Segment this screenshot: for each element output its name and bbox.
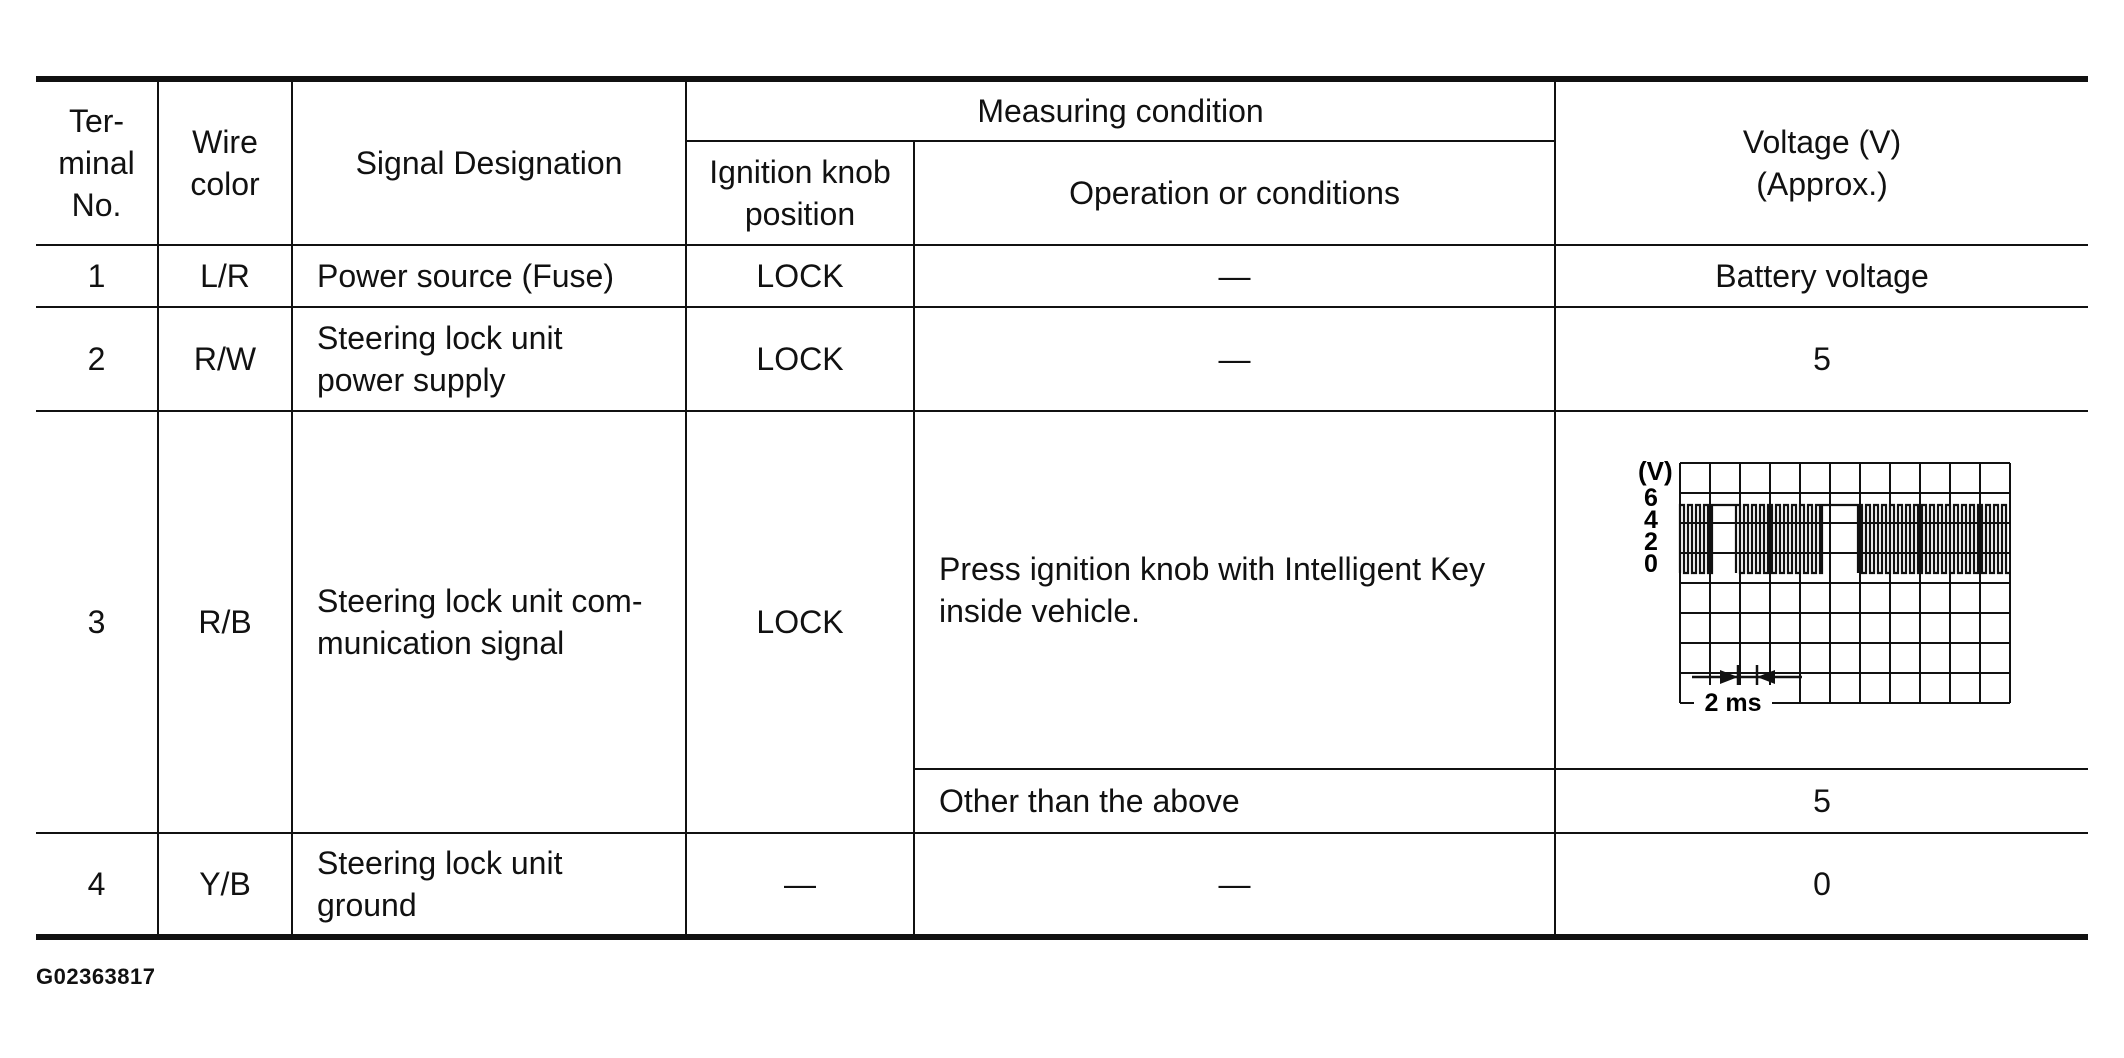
voltage-cell: 0 bbox=[1555, 833, 2088, 937]
voltage-cell: Battery voltage bbox=[1555, 245, 2088, 307]
waveform-y-tick: 0 bbox=[1644, 550, 1658, 578]
table-row bbox=[36, 307, 2088, 411]
signal-cell: Steering lock unit com- munication signal bbox=[292, 411, 686, 833]
ignition-cell: LOCK bbox=[686, 411, 914, 833]
ignition-cell: — bbox=[686, 833, 914, 937]
waveform-grid bbox=[1680, 463, 2010, 703]
terminal-cell: 1 bbox=[36, 245, 158, 307]
table-row bbox=[36, 245, 2088, 307]
terminal-cell: 4 bbox=[36, 833, 158, 937]
header-terminal-no: Ter- minal No. bbox=[36, 79, 158, 245]
waveform-time-label: 2 ms bbox=[1704, 689, 1762, 717]
operation-cell: — bbox=[914, 245, 1555, 307]
header-operation-or-conditions: Operation or conditions bbox=[914, 141, 1555, 245]
voltage-cell: 5 bbox=[1555, 769, 2088, 833]
operation-cell: — bbox=[914, 833, 1555, 937]
signal-cell: Steering lock unit power supply bbox=[292, 307, 686, 411]
header-ignition-knob-position: Ignition knob position bbox=[686, 141, 914, 245]
waveform-signal bbox=[1680, 505, 2010, 573]
operation-cell: Other than the above bbox=[914, 769, 1555, 833]
header-wire-color: Wire color bbox=[158, 79, 292, 245]
voltage-waveform-cell bbox=[1555, 411, 2088, 769]
waveform-y-tick: 2 bbox=[1644, 528, 1658, 556]
waveform-y-tick: 6 bbox=[1644, 484, 1658, 512]
table-row bbox=[36, 833, 2088, 937]
voltage-cell: 5 bbox=[1555, 307, 2088, 411]
header-voltage: Voltage (V) (Approx.) bbox=[1555, 79, 2088, 245]
voltage-waveform bbox=[1632, 455, 2012, 725]
terminal-cell: 2 bbox=[36, 307, 158, 411]
waveform-unit-label: (V) bbox=[1638, 456, 1673, 486]
terminal-cell: 3 bbox=[36, 411, 158, 833]
wire-color-cell: Y/B bbox=[158, 833, 292, 937]
ignition-cell: LOCK bbox=[686, 245, 914, 307]
wire-color-cell: R/B bbox=[158, 411, 292, 833]
terminal-spec-table bbox=[36, 76, 2088, 940]
header-signal-designation: Signal Designation bbox=[292, 79, 686, 245]
operation-cell: Press ignition knob with Intelligent Key inside vehicle. bbox=[914, 411, 1555, 769]
waveform-y-tick: 4 bbox=[1644, 506, 1658, 534]
signal-cell: Steering lock unit ground bbox=[292, 833, 686, 937]
table-row bbox=[36, 411, 2088, 769]
ignition-cell: LOCK bbox=[686, 307, 914, 411]
operation-cell: — bbox=[914, 307, 1555, 411]
wire-color-cell: R/W bbox=[158, 307, 292, 411]
figure-id: G02363817 bbox=[36, 964, 156, 989]
wire-color-cell: L/R bbox=[158, 245, 292, 307]
signal-cell: Power source (Fuse) bbox=[292, 245, 686, 307]
header-measuring-condition: Measuring condition bbox=[686, 79, 1555, 141]
